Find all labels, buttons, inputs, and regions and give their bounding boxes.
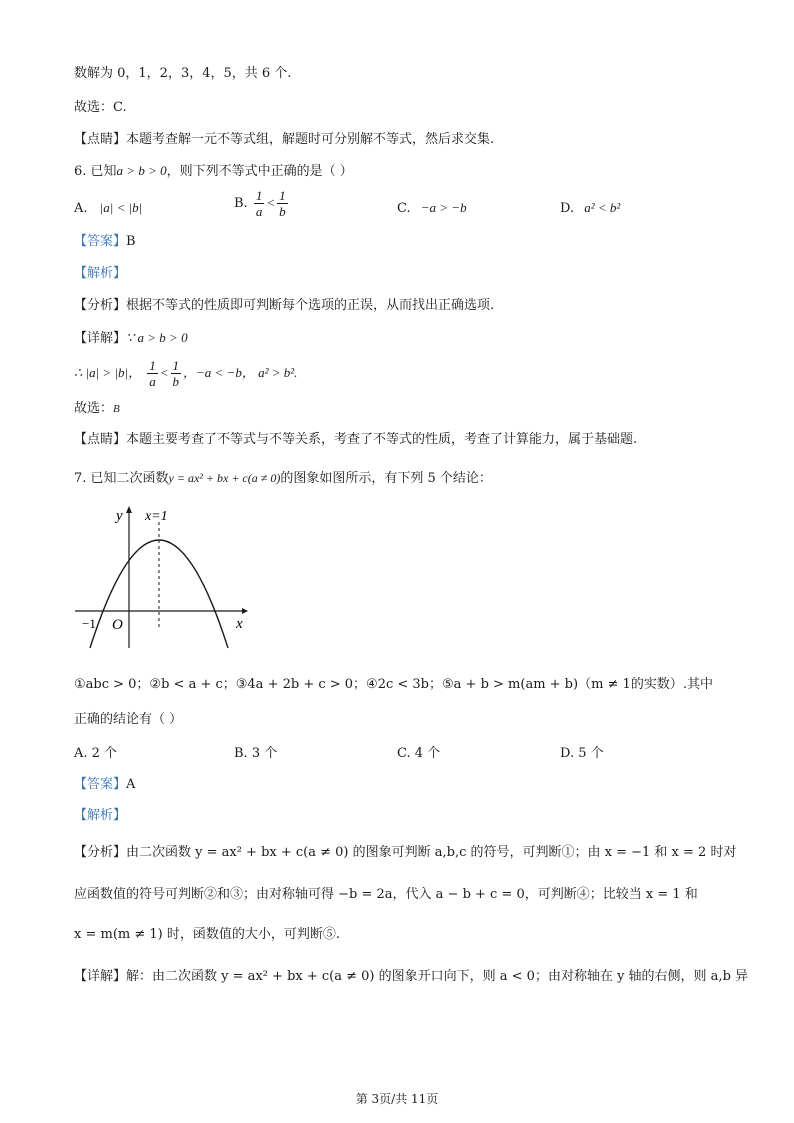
detail-math: ∵ a > b > 0 xyxy=(126,330,188,345)
therefore-math: ∴ |a| > |b|， xyxy=(74,365,142,380)
option-label: B. xyxy=(234,196,248,211)
fraction-num: 1 xyxy=(172,358,180,373)
q7-stem-math: y = ax² + bx + c(a ≠ 0) xyxy=(168,471,281,485)
q6-analysis-tag: 【解析】 xyxy=(74,266,127,281)
q7-option-c: C. 4 个 xyxy=(397,746,441,761)
fraction-den: b xyxy=(279,204,286,219)
q6-stem-text: ，则下列不等式中正确的是（ ） xyxy=(166,164,353,179)
dianjing-line: 【点睛】本题考查解一元不等式组，解题时可分别解不等式，然后求交集. xyxy=(74,132,495,147)
fraction-num: 1 xyxy=(255,188,263,203)
option-label: C. xyxy=(397,201,411,216)
q7-conclusions: ①abc > 0；②b < a + c；③4a + 2b + c > 0；④2c < 3b；⑤a + b > m(am + b)（m ≠ 1的实数）.其中 xyxy=(74,677,713,692)
fraction xyxy=(171,358,182,389)
answer-value: A xyxy=(126,777,136,792)
q7-stem-text: 7. 已知二次函数 xyxy=(74,471,169,486)
therefore-math: ，−a < −b， a² > b². xyxy=(183,365,298,380)
text-line: 故选：C. xyxy=(74,100,127,115)
fraction-den: a xyxy=(149,374,156,389)
fraction-den: a xyxy=(255,204,263,219)
fraction-num: 1 xyxy=(279,188,286,203)
fraction xyxy=(147,358,158,389)
q7-fenxi-3: x = m(m ≠ 1) 时，函数值的大小，可判断⑤. xyxy=(74,927,340,942)
q6-stem xyxy=(74,161,353,182)
q7-option-d: D. 5 个 xyxy=(560,746,604,761)
q6-answer xyxy=(74,232,136,252)
q7-option-b: B. 3 个 xyxy=(234,746,278,761)
q6-fenxi: 【分析】根据不等式的性质即可判断每个选项的正误，从而找出正确选项. xyxy=(74,298,495,313)
fraction xyxy=(277,188,288,219)
q7-option-a: A. 2 个 xyxy=(74,746,118,761)
symmetry-label: x=1 xyxy=(145,509,168,524)
therefore-math: < xyxy=(159,365,169,380)
answer-tag: 【答案】 xyxy=(74,234,127,249)
parabola-graph xyxy=(70,500,260,650)
q6-option-b xyxy=(234,188,290,219)
q7-fenxi-2: 应函数值的符号可判断②和③；由对称轴可得 −b = 2a，代入 a − b + c = 0，可判断④；比较当 x = 1 和 xyxy=(74,887,698,902)
q7-fenxi-1: 【分析】由二次函数 y = ax² + bx + c(a ≠ 0) 的图象可判断 a,b,c 的符号，可判断①；由 x = −1 和 x = 2 时对 xyxy=(74,845,737,860)
q6-option-c xyxy=(397,198,467,219)
y-axis-label: y xyxy=(116,508,123,524)
q6-stem-text: 6. 已知 xyxy=(74,164,117,179)
x-axis-label: x xyxy=(236,616,243,632)
option-label: A. xyxy=(74,201,88,216)
fraction-den: b xyxy=(172,374,180,389)
fraction-num: 1 xyxy=(149,358,156,373)
q6-stem-math: a > b > 0 xyxy=(116,163,167,178)
option-math: −a > −b xyxy=(420,200,467,215)
q7-stem-text: 的图象如图所示，有下列 5 个结论： xyxy=(280,471,492,486)
q6-option-d xyxy=(560,198,620,219)
option-math: < xyxy=(266,195,276,210)
q6-guxuan xyxy=(74,399,120,419)
answer-tag: 【答案】 xyxy=(74,777,127,792)
detail-tag: 【详解】 xyxy=(74,331,127,346)
answer-value: B xyxy=(126,234,136,249)
page-footer: 第 3页/共 11页 xyxy=(355,1092,439,1106)
x-axis-arrow xyxy=(242,608,248,614)
minus-one-label: −1 xyxy=(82,616,96,631)
q7-stem xyxy=(74,468,492,489)
q7-answer xyxy=(74,775,135,795)
option-math: a² < b² xyxy=(584,200,621,215)
q6-therefore xyxy=(74,358,297,389)
q7-analysis-tag: 【解析】 xyxy=(74,808,127,823)
option-math: |a| < |b| xyxy=(99,200,143,215)
text-line: 数解为 0，1，2，3，4，5，共 6 个. xyxy=(74,66,292,81)
option-label: D. xyxy=(560,201,575,216)
q6-dianjing: 【点睛】本题主要考查了不等式与不等关系，考查了不等式的性质，考查了计算能力，属于基础题. xyxy=(74,432,638,447)
q7-conclusions-2: 正确的结论有（ ） xyxy=(74,712,183,727)
guxuan-value: B xyxy=(113,403,120,415)
q6-option-a xyxy=(74,198,142,219)
q7-detail: 【详解】解：由二次函数 y = ax² + bx + c(a ≠ 0) 的图象开口向下，则 a < 0；由对称轴在 y 轴的右侧，则 a,b 异 xyxy=(74,969,749,984)
fraction xyxy=(254,188,265,219)
q6-detail xyxy=(74,328,188,349)
y-axis-arrow xyxy=(126,506,132,513)
guxuan-label: 故选： xyxy=(74,401,114,416)
origin-label: O xyxy=(112,617,123,633)
